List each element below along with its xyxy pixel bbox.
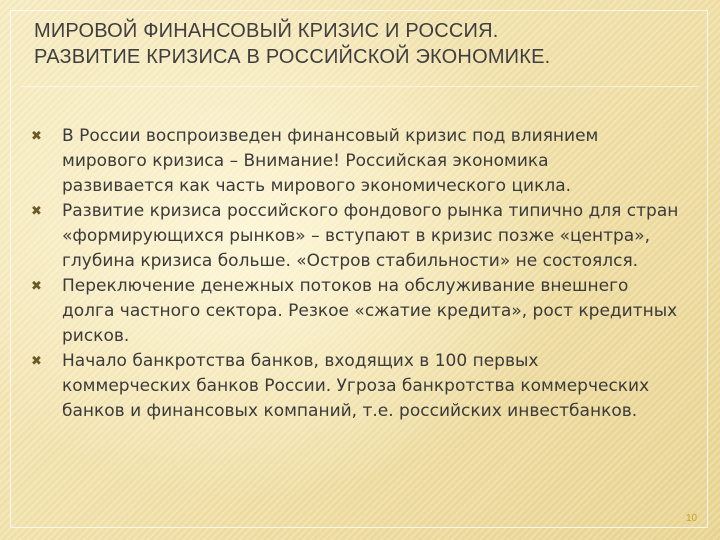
x-bullet-icon: ✖ (31, 129, 42, 144)
bullet-text-line: Развитие кризиса российского фондового рынка типично для стран (62, 201, 679, 221)
bullet-text-line: «формирующихся рынков» – вступают в кризис позже «центра», (62, 226, 651, 246)
bullet-list (30, 124, 702, 424)
x-bullet-icon: ✖ (31, 204, 42, 219)
title-line: РАЗВИТИЕ КРИЗИСА В РОССИЙСКОЙ ЭКОНОМИКЕ. (34, 46, 551, 68)
bullet-item (30, 199, 702, 274)
bullet-item (30, 274, 702, 349)
bullet-item (30, 349, 702, 424)
bullet-text-line: В России воспроизведен финансовый кризис под влиянием (62, 126, 599, 146)
bullet-text-line: банков и финансовых компаний, т.е. российских инвестбанков. (62, 401, 638, 421)
bullet-item (30, 124, 702, 199)
x-bullet-icon: ✖ (31, 354, 42, 369)
bullet-text-line: рисков. (62, 326, 130, 346)
bullet-text-line: Начало банкротства банков, входящих в 100 первых (62, 351, 539, 371)
bullet-text-line: развивается как часть мирового экономического цикла. (62, 176, 572, 196)
page-number: 10 (686, 513, 698, 524)
bullet-text-line: коммерческих банков России. Угроза банкротства коммерческих (62, 376, 650, 396)
bullet-text-line: Переключение денежных потоков на обслуживание внешнего (62, 276, 629, 296)
slide-title (34, 18, 694, 70)
title-line: МИРОВОЙ ФИНАНСОВЫЙ КРИЗИС И РОССИЯ. (34, 20, 499, 42)
bullet-text-line: долга частного сектора. Резкое «сжатие кредита», рост кредитных (62, 301, 678, 321)
bullet-text-line: мирового кризиса – Внимание! Российская экономика (62, 151, 549, 171)
title-divider (22, 86, 698, 87)
bullet-text-line: глубина кризиса больше. «Остров стабильности» не состоялся. (62, 251, 639, 271)
x-bullet-icon: ✖ (31, 279, 42, 294)
